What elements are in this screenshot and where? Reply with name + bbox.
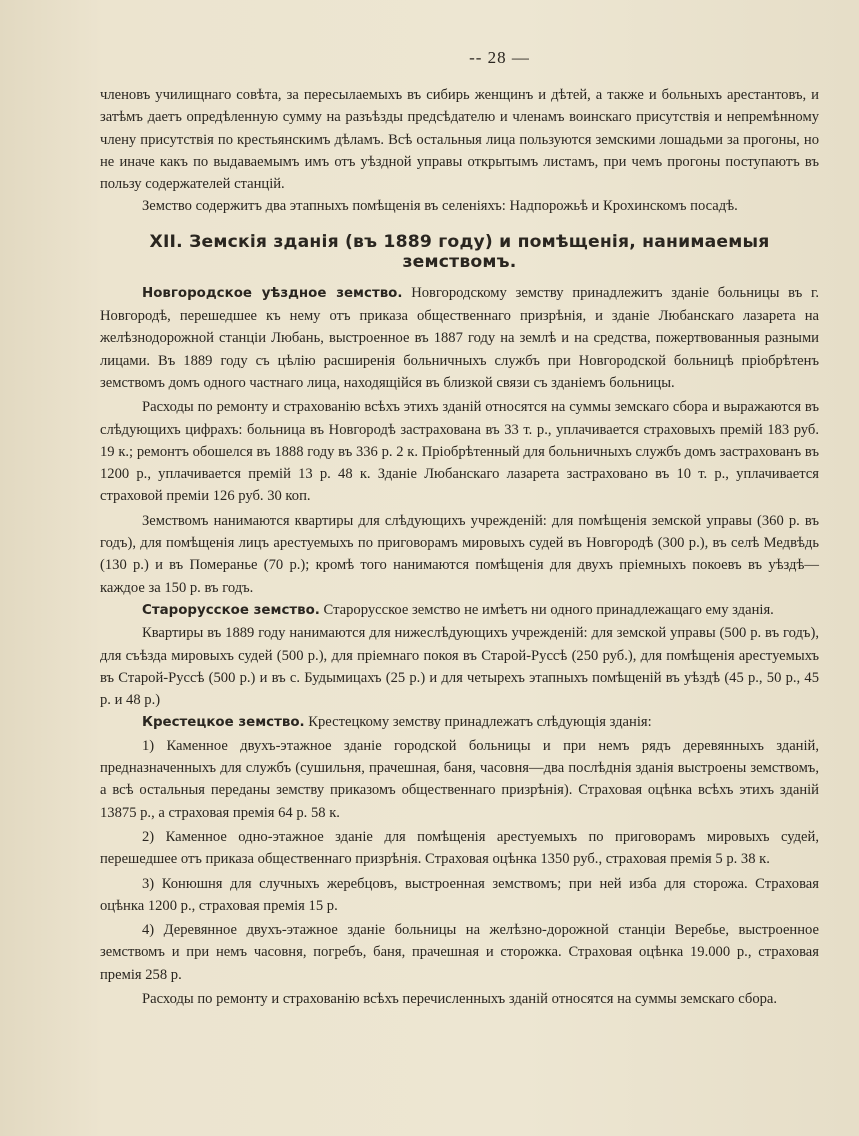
paragraph-staraya-russa-text: Старорусское земство не имѣетъ ни одного принадлежащаго ему зданія. <box>319 601 774 618</box>
paragraph-continuation: членовъ училищнаго совѣта, за пересылаемыхъ въ сибирь женщинъ и дѣтей, а также и больныхъ арестантовъ, и затѣмъ даетъ опредѣленную сумму на разъѣзды предсѣдателю и членамъ воинскаго присутствія и непремѣнному члену присутствія по крестьянскимъ дѣламъ. Всѣ остальныя лица пользуются земскими лошадьми за прогоны, но не иначе какъ по выдаваемымъ имъ отъ уѣздной управы открытымъ листамъ, при чемъ прогоны поступаютъ въ пользу содержателей станцій. <box>100 87 819 193</box>
subheading-staraya-russa: Старорусское земство. <box>142 602 320 618</box>
list-item-1: 1) Каменное двухъ-этажное зданіе городской больницы и при немъ рядъ деревянныхъ зданій, предназначенныхъ для службъ (сушильня, прачешная, баня, часовня—два послѣднія зданія выстроены земствомъ, а всѣ остальныя переданы земству приказомъ общественнаго призрѣнія). Страховая оцѣнка всѣхъ этихъ зданій 13875 р., а страховая премія 64 р. 58 к. <box>100 737 819 821</box>
page-number: -- 28 — <box>469 48 530 67</box>
paragraph-krestetsk-expenses: Расходы по ремонту и страхованію всѣхъ перечисленныхъ зданій относятся на суммы земскаго сбора. <box>142 990 778 1007</box>
paragraph-etap-premises: Земство содержитъ два этапныхъ помѣщенія въ селеніяхъ: Надпорожьѣ и Крохинскомъ посадѣ. <box>142 198 738 215</box>
list-item-2: 2) Каменное одно-этажное зданіе для помѣщенія арестуемыхъ по приговорамъ мировыхъ судей, перешедшее отъ приказа общественнаго призрѣнія. Страховая оцѣнка 1350 руб., страховая премія 5 р. 38 к. <box>100 828 819 868</box>
paragraph-novgorod-rented: Земствомъ нанимаются квартиры для слѣдующихъ учрежденій: для помѣщенія земской управы (360 р. въ годъ), для помѣщенія лицъ арестуемыхъ по приговорамъ мировыхъ судей въ Новгородѣ (300 р.), въ селѣ Медвѣдь (130 р.) и въ Померанье (70 р.); кромѣ того нанимаются помѣщенія для двухъ пріемныхъ покоевъ въ уѣздѣ—каждое за 150 р. въ годъ. <box>100 512 819 596</box>
paragraph-staraya-russa <box>100 599 819 622</box>
subheading-novgorod: Новгородское уѣздное земство. <box>142 285 403 301</box>
paragraph-novgorod-expenses: Расходы по ремонту и страхованію всѣхъ этихъ зданій относятся на суммы земскаго сбора и выражаются въ слѣдующихъ цифрахъ: больница въ Новгородѣ застрахована въ 33 т. р., уплачивается страховыхъ премій 183 руб. 19 к.; ремонтъ обошелся въ 1888 году въ 336 р. 2 к. Пріобрѣтенный для больничныхъ службъ домъ застрахованъ въ 1200 р., уплачивается премій 13 р. 48 к. Зданіе Любанскаго лазарета застраховано въ 10 т. р., уплачивается страховой преміи 126 руб. 30 коп. <box>100 399 819 505</box>
section-title: XII. Земскія зданія (въ 1889 году) и помѣщенія, нанимаемыя земствомъ. <box>149 231 770 272</box>
subheading-krestetsk: Крестецкое земство. <box>142 715 305 731</box>
paragraph-novgorod-text: Новгородскому земству принадлежитъ зданіе больницы въ г. Новгородѣ, перешедшее къ нему отъ приказа общественнаго призрѣнія, и зданіе Любанскаго лазарета на желѣзнодорожной станціи Любань, выстроенное въ 1887 году на землѣ и на средства, пожертвованныя разными лицами. Въ 1889 году съ цѣлію расширенія больничныхъ службъ при Новгородской больницѣ пріобрѣтенъ земствомъ домъ одного частнаго лица, находящійся въ близкой связи съ зданіемъ больницы. <box>100 284 819 391</box>
list-item-4: 4) Деревянное двухъ-этажное зданіе больницы на желѣзно-дорожной станціи Веребье, выстроенное земствомъ и при немъ часовня, погребъ, баня, прачешная и сторожка. Страховая оцѣнка 19.000 р., страховая премія 258 р. <box>100 922 819 983</box>
paragraph-staraya-russa-rented: Квартиры въ 1889 году нанимаются для нижеслѣдующихъ учрежденій: для земской управы (500 р. въ годъ), для съѣзда мировыхъ судей (500 р.), для пріемнаго покоя въ Старой-Руссѣ (250 руб.), для помѣщенія арестуемыхъ въ Старой-Руссѣ (500 р.) и въ с. Будымицахъ (25 р.) и для четырехъ этапныхъ помѣщеній въ уѣздѣ (45 р., 50 р., 45 р. и 48 р.) <box>100 625 819 709</box>
list-item-3: 3) Конюшня для случныхъ жеребцовъ, выстроенная земствомъ; при ней изба для сторожа. Страховая оцѣнка 1200 р., страховая премія 15 р. <box>100 875 819 914</box>
paragraph-krestetsk-text: Крестецкому земству принадлежатъ слѣдующія зданія: <box>304 714 652 731</box>
paragraph-krestetsk <box>100 711 819 734</box>
paragraph-novgorod <box>100 282 819 394</box>
